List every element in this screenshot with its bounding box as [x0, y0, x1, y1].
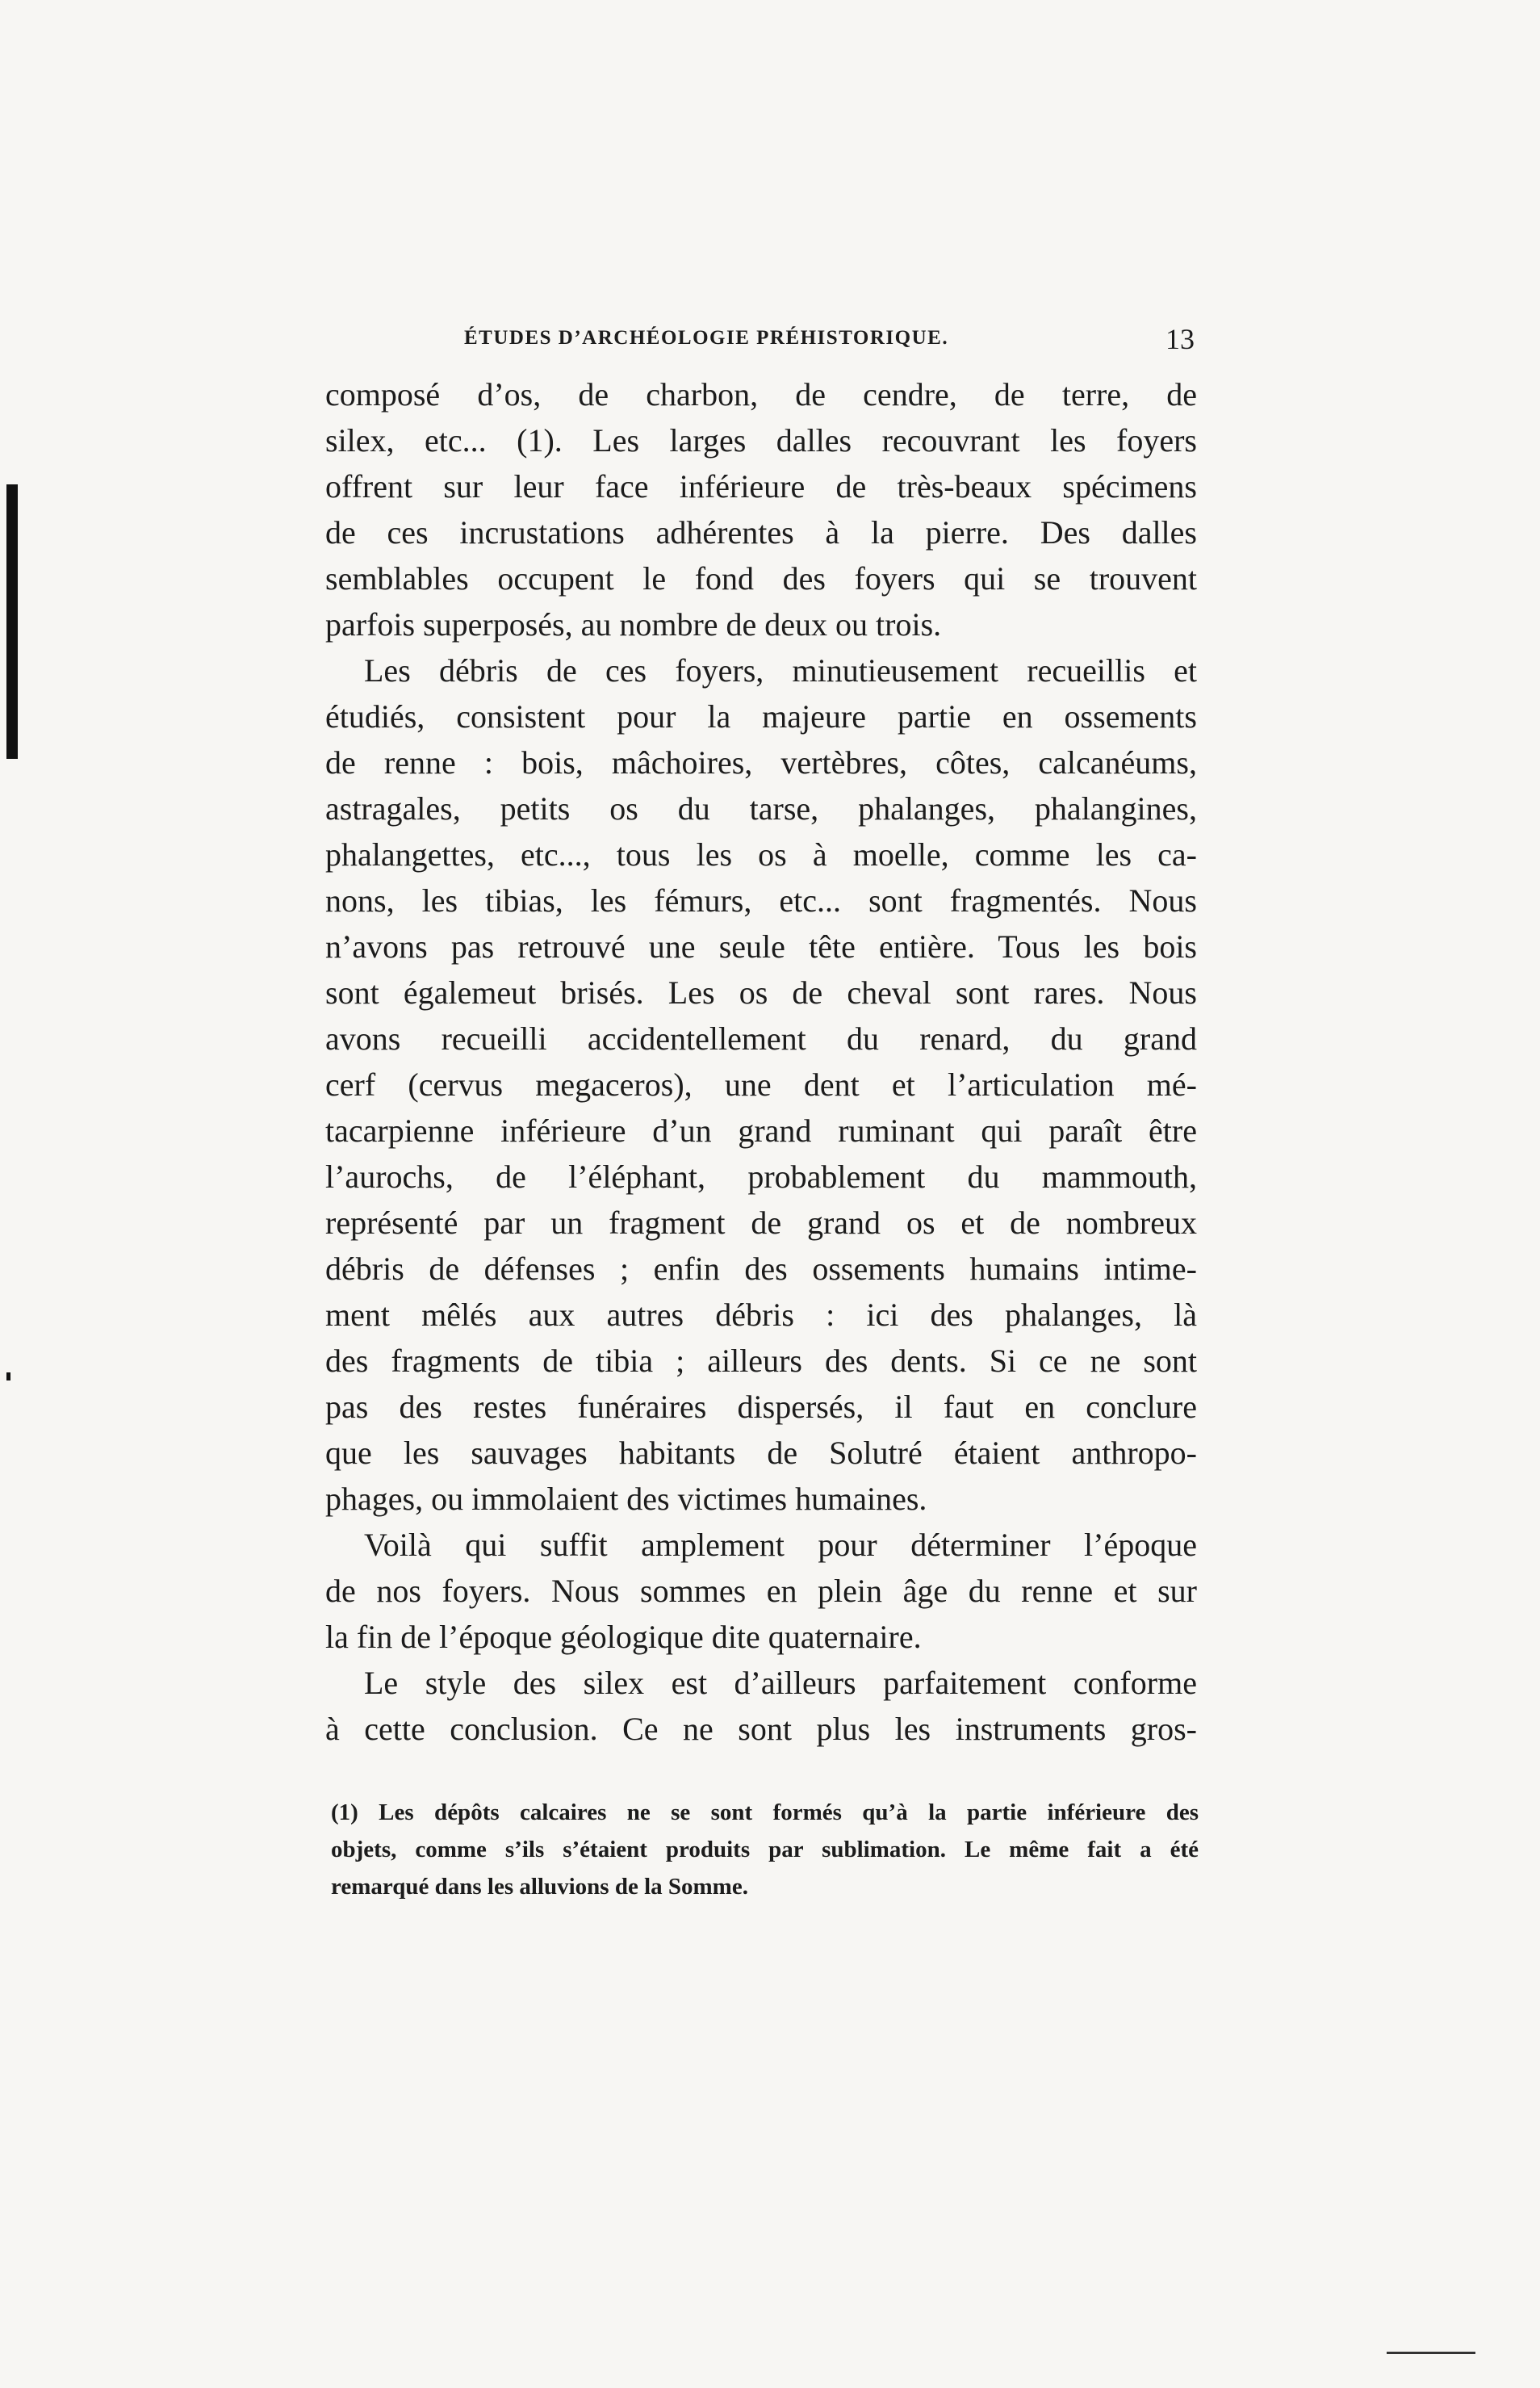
text-line: que les sauvages habitants de Solutré étaient anthropo- — [325, 1435, 1197, 1471]
text-line: débris de défenses ; enfin des ossements humains intime- — [325, 1251, 1197, 1287]
bottom-edge-rule — [1387, 2352, 1475, 2354]
text-line: offrent sur leur face inférieure de très-beaux spécimens — [325, 468, 1197, 505]
paragraph-start-line: Les débris de ces foyers, minutieusement recueillis et — [364, 652, 1197, 689]
text-line: à cette conclusion. Ce ne sont plus les instruments gros- — [325, 1711, 1197, 1747]
text-line: étudiés, consistent pour la majeure partie en ossements — [325, 698, 1197, 735]
text-line: astragales, petits os du tarse, phalanges, phalangines, — [325, 790, 1197, 827]
text-line: avons recueilli accidentellement du renard, du grand — [325, 1020, 1197, 1057]
text-line: de nos foyers. Nous sommes en plein âge du renne et sur — [325, 1573, 1197, 1609]
text-line: de ces incrustations adhérentes à la pierre. Des dalles — [325, 514, 1197, 551]
text-line: l’aurochs, de l’éléphant, probablement du mammouth, — [325, 1158, 1197, 1195]
text-line: de renne : bois, mâchoires, vertèbres, côtes, calcanéums, — [325, 744, 1197, 781]
page-number: 13 — [1165, 323, 1195, 355]
text-line: nons, les tibias, les fémurs, etc... sont fragmentés. Nous — [325, 882, 1197, 919]
running-title: ÉTUDES D’ARCHÉOLOGIE PRÉHISTORIQUE. — [464, 327, 949, 349]
text-line: phages, ou immolaient des victimes humaines. — [325, 1481, 927, 1517]
scan-edge-mark-small — [6, 1372, 10, 1380]
text-line: composé d’os, de charbon, de cendre, de terre, de — [325, 376, 1197, 413]
footnote-line: remarqué dans les alluvions de la Somme. — [331, 1874, 748, 1900]
text-line: ment mêlés aux autres débris : ici des phalanges, là — [325, 1297, 1197, 1333]
text-line: silex, etc... (1). Les larges dalles recouvrant les foyers — [325, 422, 1197, 459]
paragraph-start-line: Le style des silex est d’ailleurs parfaitement conforme — [364, 1665, 1197, 1701]
text-line: tacarpienne inférieure d’un grand ruminant qui paraît être — [325, 1112, 1197, 1149]
text-line: la fin de l’époque géologique dite quaternaire. — [325, 1619, 922, 1655]
text-line: pas des restes funéraires dispersés, il faut en conclure — [325, 1389, 1197, 1425]
paragraph-start-line: Voilà qui suffit amplement pour déterminer l’époque — [364, 1527, 1197, 1563]
body-text — [325, 371, 1197, 1752]
text-line: semblables occupent le fond des foyers qui se trouvent — [325, 560, 1197, 597]
footnote — [331, 1794, 1199, 1905]
footnote-line: objets, comme s’ils s’étaient produits par sublimation. Le même fait a été — [331, 1837, 1199, 1862]
text-line: cerf (cervus megaceros), une dent et l’articulation mé- — [325, 1066, 1197, 1103]
scan-edge-mark — [6, 484, 18, 759]
text-line: n’avons pas retrouvé une seule tête entière. Tous les bois — [325, 928, 1197, 965]
footnote-line: (1) Les dépôts calcaires ne se sont formés qu’à la partie inférieure des — [331, 1799, 1199, 1825]
text-line: des fragments de tibia ; ailleurs des dents. Si ce ne sont — [325, 1343, 1197, 1379]
text-line: sont égalemeut brisés. Les os de cheval sont rares. Nous — [325, 974, 1197, 1011]
text-line: parfois superposés, au nombre de deux ou trois. — [325, 606, 942, 643]
running-head — [323, 323, 1195, 359]
text-line: représenté par un fragment de grand os et de nombreux — [325, 1204, 1197, 1241]
text-line: phalangettes, etc..., tous les os à moelle, comme les ca- — [325, 836, 1197, 873]
